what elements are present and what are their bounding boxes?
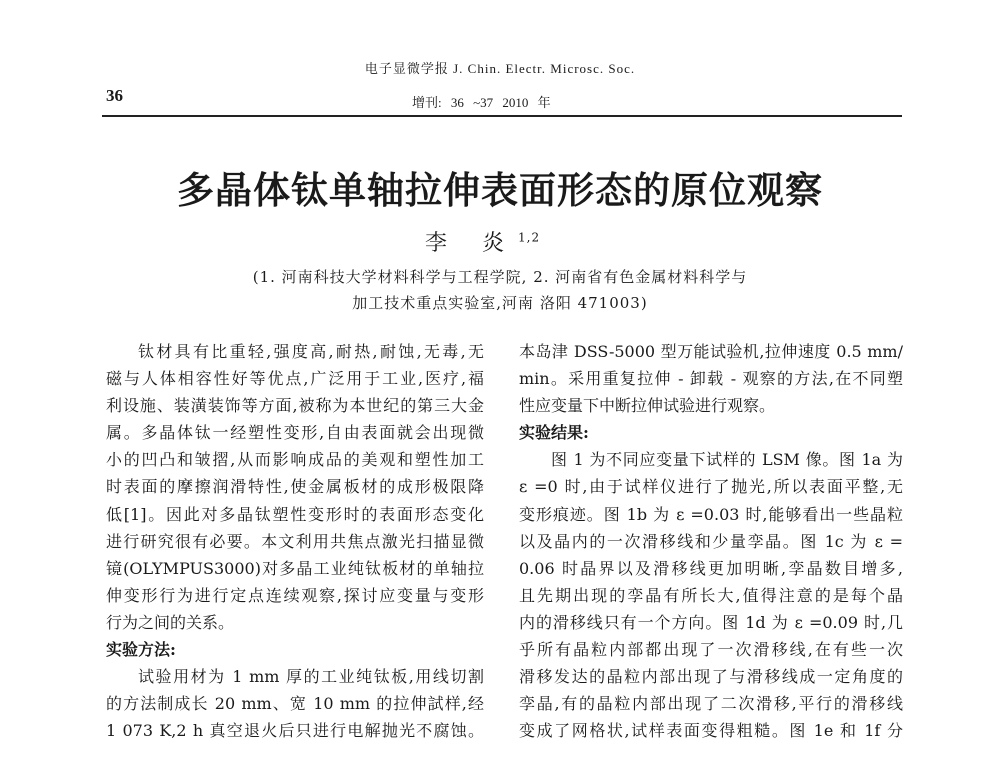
right-column [519, 338, 903, 744]
body-line: 时表面的摩擦润滑特性,使金属板材的成形极限降 [106, 477, 484, 497]
section-heading-methods: 实验方法: [106, 640, 176, 660]
body-line: 伸变形行为进行定点连续观察,探讨应变量与变形 [106, 585, 484, 605]
body-line: 属。多晶体钛一经塑性变形,自由表面就会出现微 [106, 423, 484, 443]
body-line: 乎所有晶粒内部都出现了一次滑移线,在有些一次 [519, 640, 903, 660]
body-line: 0.06 时晶界以及滑移线更加明晰,孪晶数目增多, [519, 558, 903, 578]
body-line: 利设施、装潢装饰等方面,被称为本世纪的第三大金 [106, 396, 484, 416]
body-line: 孪晶,有的晶粒内部出现了二次滑移,平行的滑移线 [519, 694, 903, 714]
author-name [425, 226, 540, 257]
body-line: 变形痕迹。图 1b 为 ε =0.03 时,能够看出一些晶粒 [519, 504, 903, 524]
body-line: min。采用重复拉伸 - 卸载 - 观察的方法,在不同塑 [519, 369, 903, 389]
body-line: 低[1]。因此对多晶钛塑性变形时的表面形态变化 [106, 504, 484, 524]
journal-header: 电子显微学报 J. Chin. Electr. Microsc. Soc. [364, 61, 636, 76]
affiliation-line-1: (1. 河南科技大学材料科学与工程学院, 2. 河南省有色金属材料科学与 [252, 268, 748, 286]
affiliation-line-2: 加工技术重点实验室,河南 洛阳 471003) [352, 294, 648, 312]
author-affiliation-marker: 1,2 [518, 230, 541, 245]
body-line: 小的凹凸和皱摺,从而影响成品的美观和塑性加工 [106, 450, 484, 470]
body-line: 的方法制成长 20 mm、宽 10 mm 的拉伸試样,经 [106, 694, 484, 714]
body-line: 进行研究很有必要。本文利用共焦点激光扫描显微 [106, 531, 484, 551]
body-line: 本岛津 DSS-5000 型万能试验机,拉伸速度 0.5 mm/ [519, 342, 903, 361]
body-line: 以及晶内的一次滑移线和少量孪晶。图 1c 为 ε = [519, 531, 903, 551]
body-line: 内的滑移线只有一个方向。图 1d 为 ε =0.09 时,几 [519, 612, 903, 632]
body-line: 钛材具有比重轻,强度高,耐热,耐蚀,无毒,无 [138, 342, 484, 361]
body-line: 1 073 K,2 h 真空退火后只进行电解抛光不腐蚀。 [106, 721, 484, 741]
body-line: 变成了网格状,试样表面变得粗糙。图 1e 和 1f 分 [519, 721, 903, 741]
body-line: 试验用材为 1 mm 厚的工业纯钛板,用线切割 [138, 667, 484, 687]
body-line: 镜(OLYMPUS3000)对多晶工业纯钛板材的单轴拉 [106, 558, 484, 578]
author-text: 李 炎 [425, 231, 518, 256]
body-line: ε =0 时,由于试样仪进行了抛光,所以表面平整,无 [519, 477, 903, 497]
body-line: 行为之间的关系。 [106, 612, 235, 632]
page-number: 36 [106, 86, 123, 105]
body-line: 滑移发达的晶粒内部出现了与滑移线成一定角度的 [519, 667, 903, 687]
body-line: 图 1 为不同应变量下试样的 LSM 像。图 1a 为 [551, 450, 903, 470]
left-column [106, 338, 484, 744]
body-line: 磁与人体相容性好等优点,广泛用于工业,医疗,福 [106, 369, 484, 389]
issue-info: 增刊: 36 ~37 2010 年 [412, 95, 551, 110]
body-line: 性应变量下中断拉伸试验进行观察。 [519, 396, 776, 416]
body-line: 且先期出现的孪晶有所长大,值得注意的是每个晶 [519, 585, 903, 605]
article-title: 多晶体钛单轴拉伸表面形态的原位观察 [177, 168, 823, 212]
header-rule [102, 115, 902, 117]
section-heading-results: 实验结果: [519, 423, 589, 443]
